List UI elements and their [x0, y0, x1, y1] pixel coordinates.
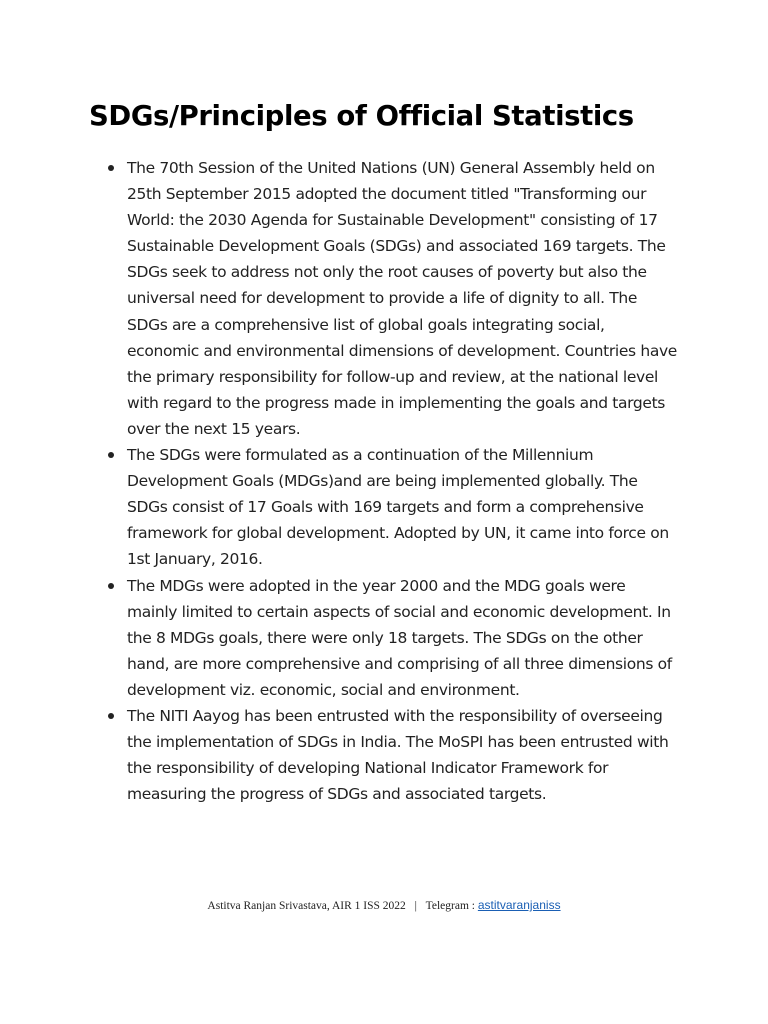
bullet-dot-icon — [108, 583, 114, 589]
bullet-list — [105, 155, 680, 807]
bullet-item — [105, 573, 680, 703]
footer-author: Astitva Ranjan Srivastava, AIR 1 ISS 2022 — [207, 900, 406, 912]
bullet-text: The NITI Aayog has been entrusted with the responsibility of overseeing the implementation of SDGs in India. The MoSPI has been entrusted with the responsibility of developing National Indicator Framework for measuring the progress of SDGs and associated targets. — [127, 706, 669, 804]
bullet-text: The MDGs were adopted in the year 2000 and the MDG goals were mainly limited to certain aspects of social and economic development. In the 8 MDGs goals, there were only 18 targets. The SDGs on the other hand, are more comprehensive and comprising of all three dimensions of development viz. economic, social and environment. — [127, 576, 672, 699]
bullet-text: The SDGs were formulated as a continuation of the Millennium Development Goals (MDGs)and are being implemented globally. The SDGs consist of 17 Goals with 169 targets and form a comprehensive framework for global development. Adopted by UN, it came into force on 1st January, 2016. — [127, 446, 669, 569]
bullet-dot-icon — [108, 713, 114, 719]
page-title: SDGs/Principles of Official Statistics — [89, 100, 634, 132]
footer — [0, 898, 768, 912]
footer-separator: | — [414, 900, 417, 912]
footer-telegram-label: Telegram : — [425, 900, 475, 912]
bullet-item — [105, 442, 680, 572]
telegram-link[interactable]: astitvaranjaniss — [477, 898, 561, 912]
bullet-dot-icon — [108, 165, 114, 171]
bullet-item — [105, 155, 680, 442]
bullet-item — [105, 703, 680, 807]
bullet-text: The 70th Session of the United Nations (UN) General Assembly held on 25th September 2015 adopted the document titled "Transforming our World: the 2030 Agenda for Sustainable Development" consisting of 17 Sustainable Development Goals (SDGs) and associated 169 targets. The SDGs seek to address not only the root causes of poverty but also the universal need for development to provide a life of dignity to all. The SDGs are a comprehensive list of global goals integrating social, economic and environmental dimensions of development. Countries have the primary responsibility for follow-up and review, at the national level with regard to the progress made in implementing the goals and targets over the next 15 years. — [127, 159, 677, 438]
bullet-dot-icon — [108, 452, 114, 458]
